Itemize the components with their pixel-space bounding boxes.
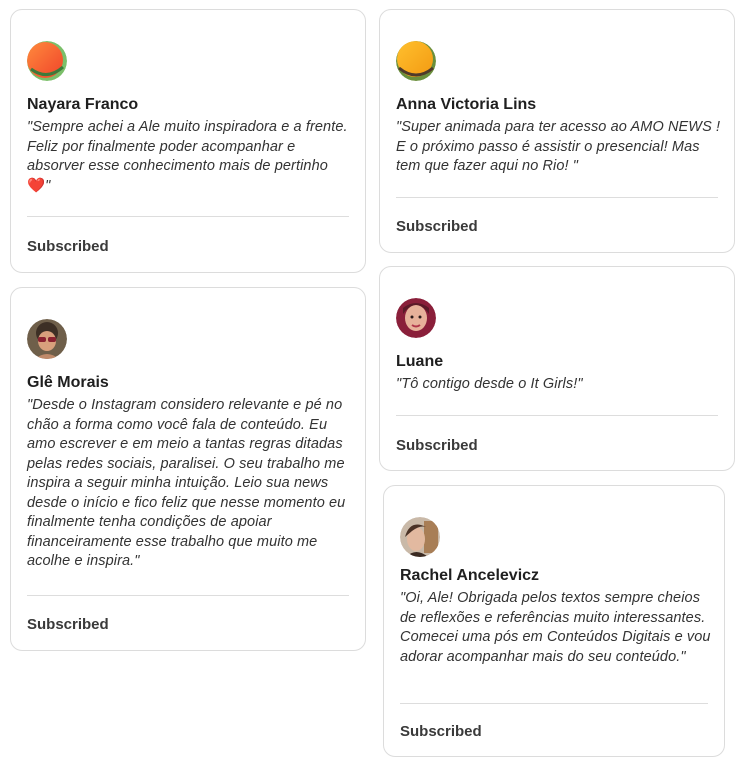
subscribed-status: Subscribed bbox=[27, 238, 109, 255]
subscriber-name: Glê Morais bbox=[27, 374, 109, 391]
divider bbox=[400, 703, 708, 704]
divider bbox=[27, 216, 349, 217]
subscriber-name: Anna Victoria Lins bbox=[396, 96, 537, 113]
photo-avatar-icon bbox=[400, 517, 440, 557]
yellow-gradient-avatar-icon bbox=[396, 41, 436, 81]
orange-gradient-avatar-icon bbox=[27, 41, 67, 81]
testimonial-card bbox=[383, 485, 725, 757]
subscribed-status: Subscribed bbox=[396, 218, 478, 235]
quote-close: " bbox=[45, 177, 51, 194]
subscribed-status: Subscribed bbox=[27, 616, 109, 633]
testimonial-quote bbox=[27, 118, 355, 196]
divider bbox=[396, 415, 718, 416]
subscriber-name: Luane bbox=[396, 353, 444, 370]
testimonial-quote: "Oi, Ale! Obrigada pelos textos sempre cheios de reflexões e referências muito interessantes. Comecei uma pós em Conteúdos Digitais e vou adorar acompanhar mais do seu conteúdo." bbox=[400, 590, 711, 665]
heart-emoji-icon: ❤️ bbox=[27, 177, 46, 194]
subscribed-status: Subscribed bbox=[400, 723, 482, 740]
subscribed-status: Subscribed bbox=[396, 437, 478, 454]
quote-text: "Sempre achei a Ale muito inspiradora e a frente. Feliz por finalmente poder acompanhar e absorver esse conhecimento mais de pertinho bbox=[27, 119, 348, 174]
divider bbox=[27, 595, 349, 596]
testimonial-quote: "Super animada para ter acesso ao AMO NEWS ! E o próximo passo é assistir o presencial! Mas tem que fazer aqui no Rio! " bbox=[396, 119, 721, 174]
subscriber-name: Nayara Franco bbox=[27, 96, 139, 113]
testimonial-card bbox=[10, 9, 366, 273]
testimonial-card bbox=[10, 287, 366, 651]
testimonial-quote: "Tô contigo desde o It Girls!" bbox=[396, 376, 583, 392]
testimonial-card bbox=[379, 266, 735, 471]
subscriber-name: Rachel Ancelevicz bbox=[400, 567, 540, 584]
testimonial-quote: "Desde o Instagram considero relevante e pé no chão a forma como você fala de conteúdo. Eu amo escrever e em meio a tantas regras ditadas pelas redes sociais, paralisei. O seu trabalho me inspira a seguir minha intuição. Leio sua news desde o início e fico feliz que nesse momento eu finalmente tenha condições de apoiar financeiramente esse trabalho que muito me acolhe e inspira." bbox=[27, 397, 346, 569]
testimonial-card bbox=[379, 9, 735, 253]
photo-avatar-icon bbox=[27, 319, 67, 359]
photo-avatar-icon bbox=[396, 298, 436, 338]
divider bbox=[396, 197, 718, 198]
